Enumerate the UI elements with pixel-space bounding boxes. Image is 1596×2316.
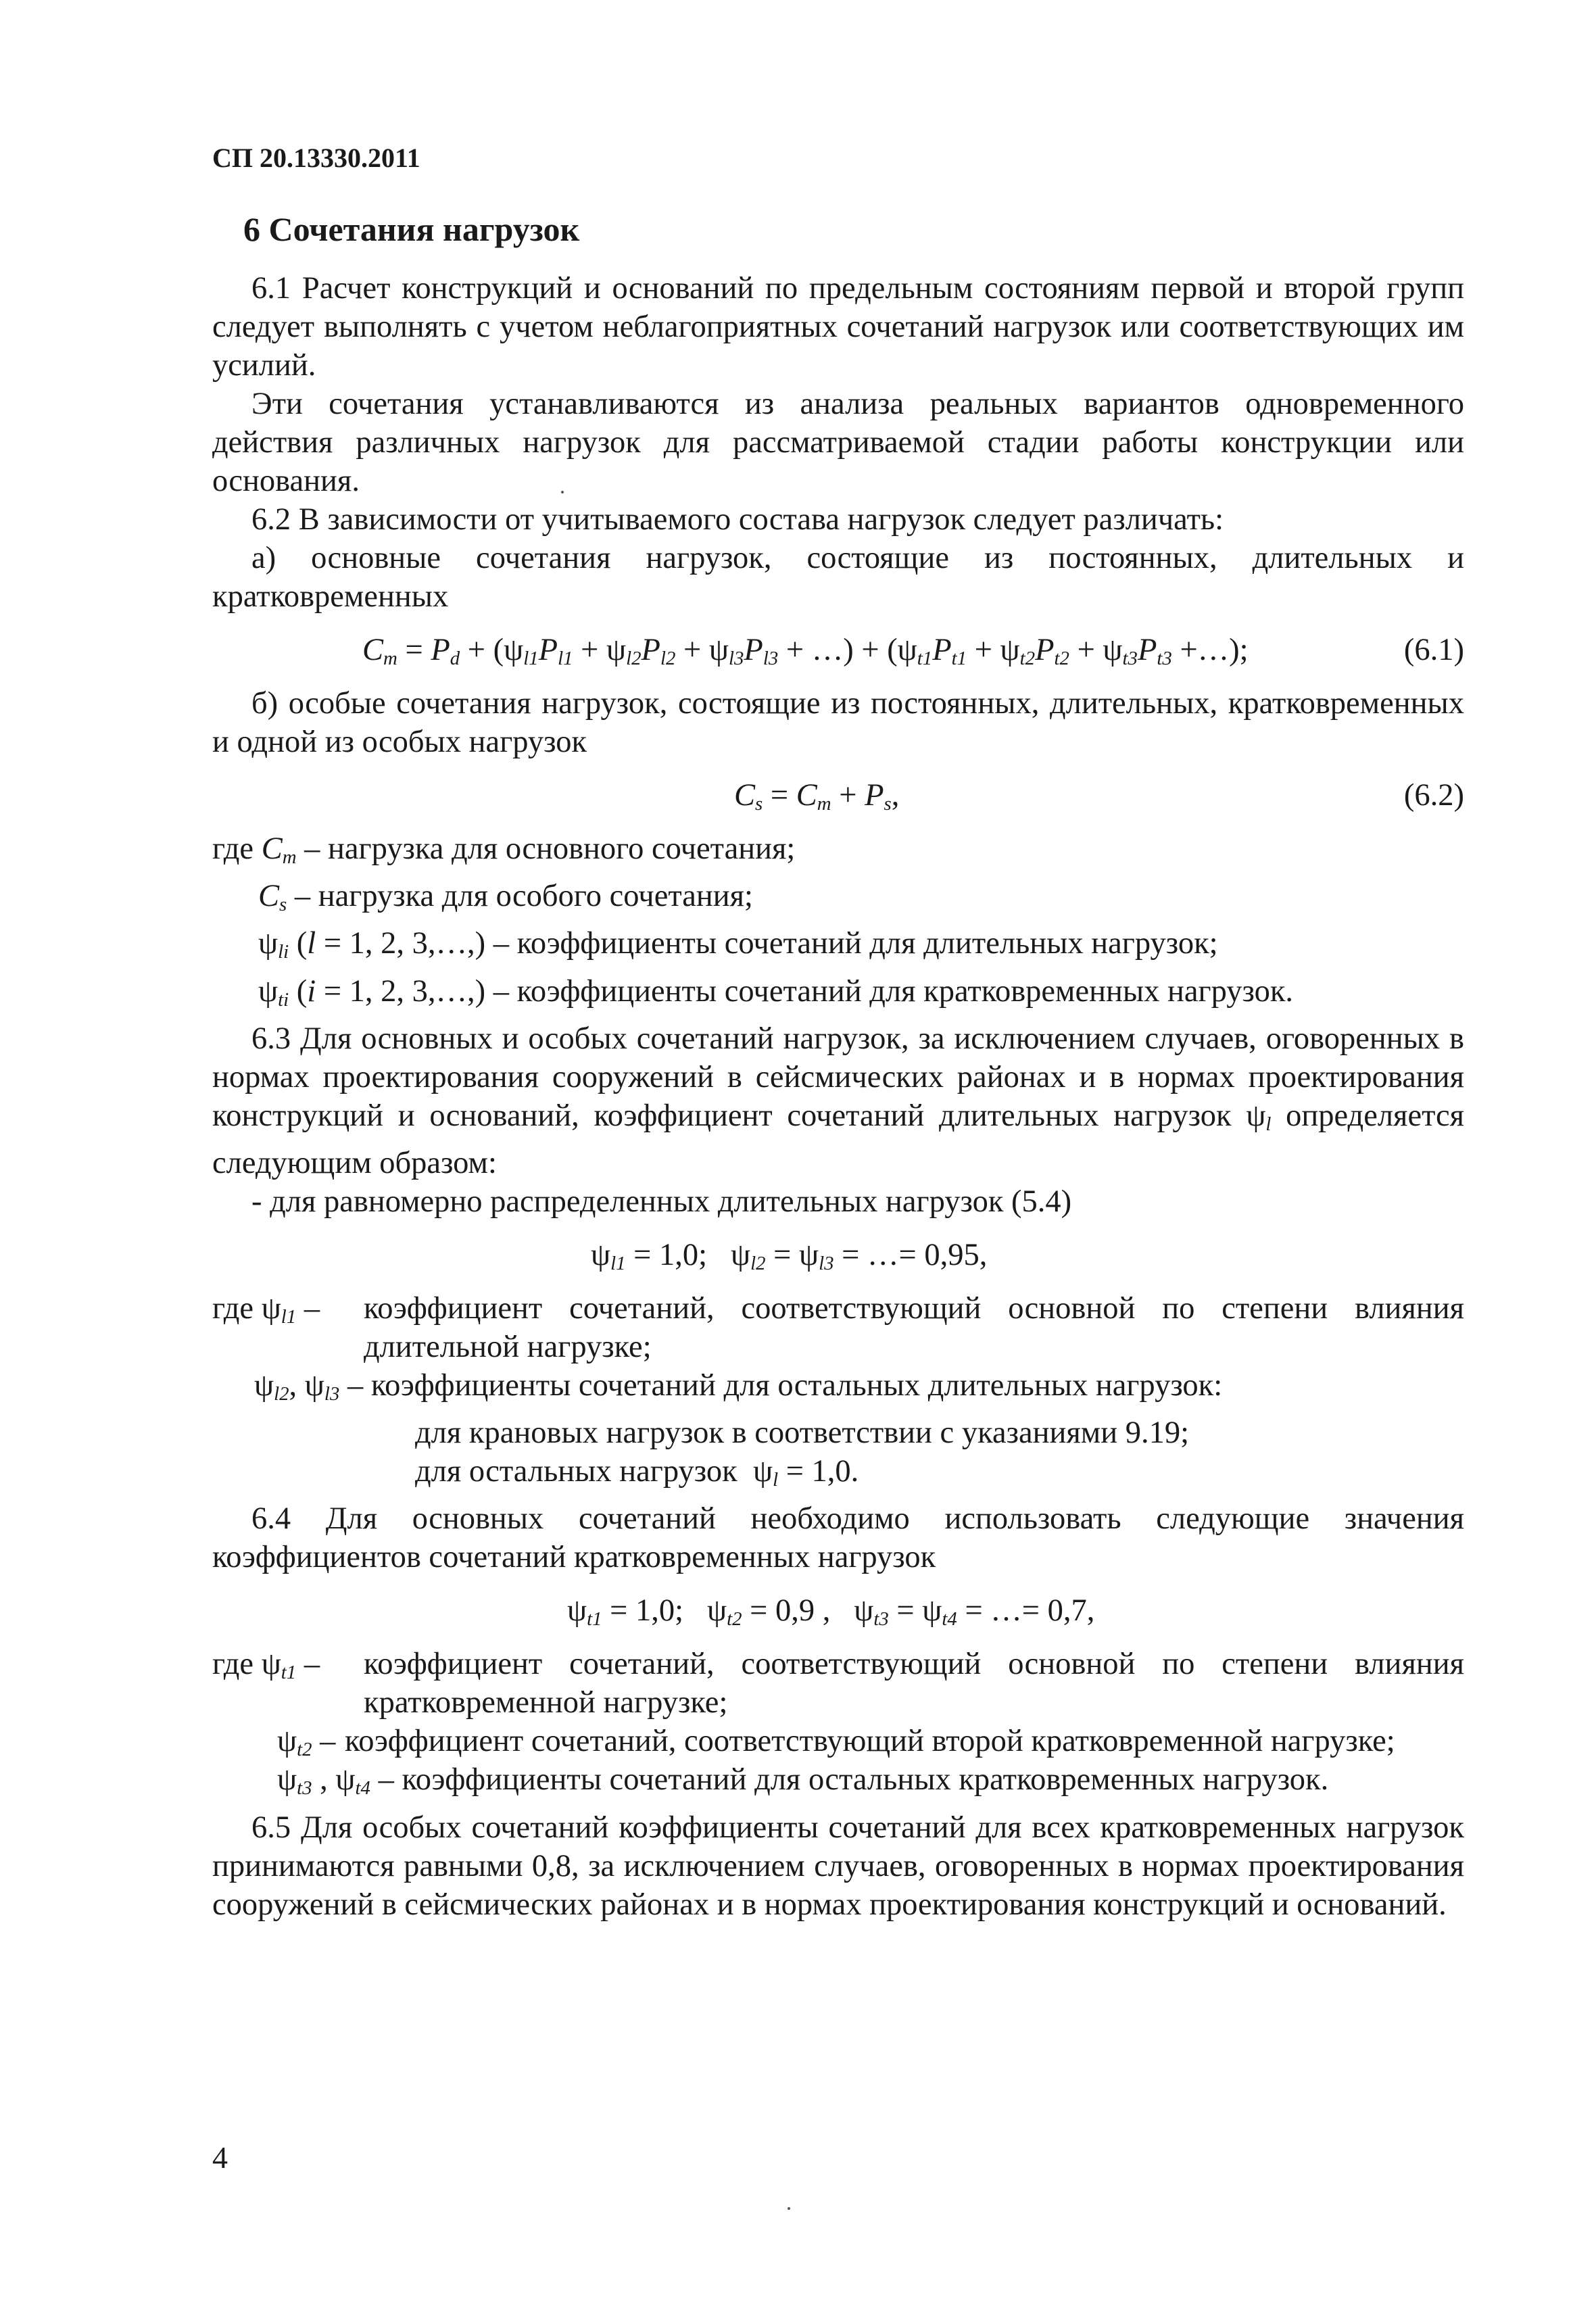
other-loads: для остальных нагрузок $\psi_l = 1,0$. (415, 1454, 859, 1491)
formula-psi-l (212, 1236, 1464, 1274)
dash-uniform-loads: - для равномерно распределенных длительных нагрузок (5.4) (251, 1184, 1072, 1220)
document-code: СП 20.13330.2011 (212, 143, 420, 173)
formula-psi-l-body: $\psi_{l1} = 1,0$; $\psi_{l2} = \psi_{l3}$ = …= 0,95, (591, 1238, 988, 1275)
where-cs: $C_s$ – нагрузка для особого сочетания; (258, 879, 753, 916)
page-number: 4 (212, 2140, 228, 2175)
formula-6-1-number: (6.1) (1403, 633, 1464, 667)
formula-6-1-body: $C_m = P_d + (\psi_{l1}P_{l1} + \psi_{l2}P_{l2} + \psi_{l3}P_{l3}$ + …) + ($\psi_{t1}P_{t1} + \psi_{t2}P_{t2} + \psi_{t3}P_{t3}$ +…); (362, 633, 1249, 670)
where-psi-l: $\psi_{li}$ (l = 1, 2, 3,…,) – коэффициенты сочетаний для длительных нагрузок; (258, 926, 1218, 963)
paragraph-6-3: 6.3 Для основных и особых сочетаний нагрузок, за исключением случаев, оговоренных в нормах проектирования сооружений в сейсмических районах и в нормах проектирования конструкций и оснований, коэффициент сочетаний длительных нагрузок $\psi_l$ определяется следующим образом: (212, 1021, 1464, 1181)
where-psi-l1: где $\psi_{l1}$ – коэффициент сочетаний, соответствующий основной по степени влияния длительной нагрузке; (212, 1291, 1464, 1365)
section-heading: 6 Сочетания нагрузок (243, 210, 580, 248)
where-cm: где $C_m$ – нагрузка для основного сочетания; (212, 831, 796, 869)
formula-psi-t (212, 1591, 1464, 1630)
where-psi-t1: где $\psi_{t1}$ – коэффициент сочетаний, соответствующий основной по степени влияния кратковременной нагрузке; (212, 1647, 1464, 1720)
document-body (212, 269, 1464, 1924)
paragraph-6-4: 6.4 Для основных сочетаний необходимо использовать следующие значения коэффициентов сочетаний кратковременных нагрузок (212, 1501, 1464, 1575)
scan-speck (561, 491, 564, 493)
crane-loads: для крановых нагрузок в соответствии с указаниями 9.19; (415, 1416, 1189, 1451)
formula-psi-t-body: $\psi_{t1} = 1,0$; $\psi_{t2} = 0,9$ , $\psi_{t3} = \psi_{t4}$ = …= 0,7, (567, 1593, 1095, 1631)
formula-6-2-number: (6.2) (1403, 778, 1464, 813)
formula-6-2 (212, 776, 1464, 815)
where-psi-t: $\psi_{ti}$ (i = 1, 2, 3,…,) – коэффициенты сочетаний для кратковременных нагрузок. (258, 973, 1294, 1011)
paragraph-6-5: 6.5 Для особых сочетаний коэффициенты сочетаний для всех кратковременных нагрузок принимаются равными 0,8, за исключением случаев, оговоренных в нормах проектирования сооружений в сейсмических районах и в нормах проектирования конструкций и оснований. (212, 1810, 1464, 1922)
where-psi-l2-l3: $\psi_{l2}$, $\psi_{l3}$ – коэффициенты сочетаний для остальных длительных нагрузок: (254, 1368, 1223, 1405)
where-psi-t2: $\psi_{t2}$ – коэффициент сочетаний, соответствующий второй кратковременной нагрузке; (277, 1724, 1395, 1761)
formula-6-2-body: $C_s = C_m + P_s$, (734, 778, 900, 815)
where-psi-t3-t4: $\psi_{t3}$ , $\psi_{t4}$ – коэффициенты сочетаний для остальных кратковременных нагрузок. (277, 1762, 1329, 1800)
scan-speck (788, 2207, 790, 2210)
paragraph-6-2: 6.2 В зависимости от учитываемого состава нагрузок следует различать: (251, 502, 1224, 537)
paragraph-6-1: 6.1 Расчет конструкций и оснований по предельным состояниям первой и второй групп следует выполнять с учетом неблагоприятных сочетаний нагрузок или соответствующих им усилий. (212, 271, 1464, 383)
item-a: а) основные сочетания нагрузок, состоящие из постоянных, длительных и кратковременных (212, 541, 1464, 614)
formula-6-1 (212, 631, 1464, 669)
item-b: б) особые сочетания нагрузок, состоящие из постоянных, длительных, кратковременных и одной из особых нагрузок (212, 686, 1464, 759)
where-label: где (212, 831, 254, 866)
paragraph-6-1-cont: Эти сочетания устанавливаются из анализа реальных вариантов одновременного действия различных нагрузок для рассматриваемой стадии работы конструкции или основания. (212, 387, 1464, 498)
